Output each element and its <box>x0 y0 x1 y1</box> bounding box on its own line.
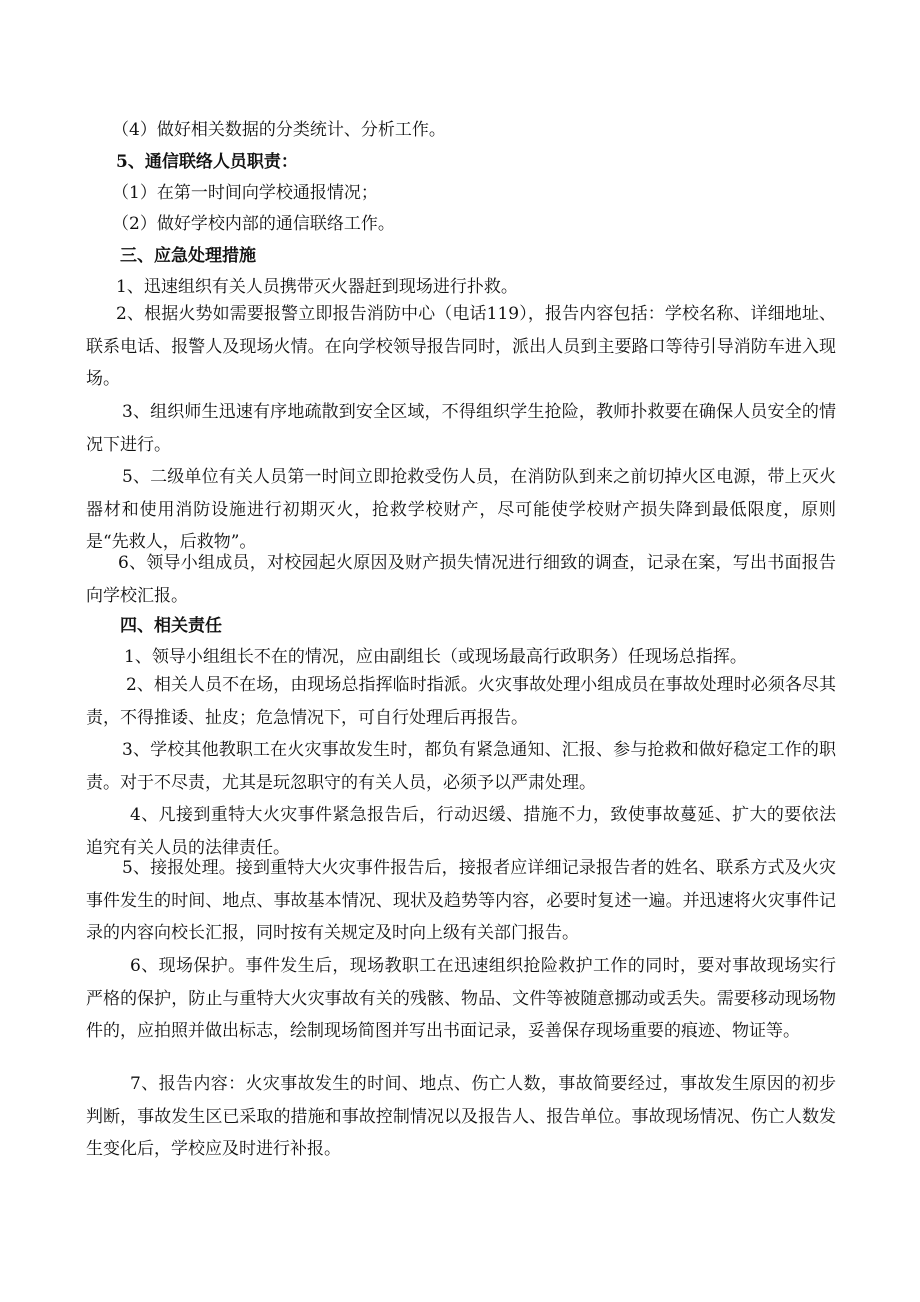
section-4-heading: 四、相关责任 <box>120 616 222 636</box>
data-stats-item: （4）做好相关数据的分类统计、分析工作。 <box>112 120 446 140</box>
section-3-para-3: 3、组织师生迅速有序地疏散到安全区域，不得组织学生抢险，教师扑救要在确保人员安全的情况下进行。 <box>86 402 836 455</box>
section-4-para-1: 1、领导小组组长不在的情况，应由副组长（或现场最高行政职务）任现场总指挥。 <box>124 647 747 667</box>
section-4-para-4: 4、凡接到重特大火灾事件紧急报告后，行动迟缓、措施不力，致使事故蔓延、扩大的要依法追究有关人员的法律责任。 <box>86 805 836 858</box>
section-4-para-6: 6、现场保护。事件发生后，现场教职工在迅速组织抢险救护工作的同时，要对事故现场实行严格的保护，防止与重特大火灾事故有关的残骸、物品、文件等被随意挪动或丢失。需要移动现场物件的，应拍照并做出标志，绘制现场简图并写出书面记录，妥善保存现场重要的痕迹、物证等。 <box>86 956 836 1042</box>
section-4-para-7: 7、报告内容：火灾事故发生的时间、地点、伤亡人数，事故简要经过，事故发生原因的初步判断，事故发生区已采取的措施和事故控制情况以及报告人、报告单位。事故现场情况、伤亡人数发生变化后，学校应及时进行补报。 <box>86 1074 836 1160</box>
section-3-para-5: 5、二级单位有关人员第一时间立即抢救受伤人员，在消防队到来之前切掉火区电源，带上灭火器材和使用消防设施进行初期灭火，抢救学校财产，尽可能使学校财产损失降到最低限度，原则是“先救人，后救物”。 <box>86 467 836 553</box>
section-3-para-1: 1、迅速组织有关人员携带灭火器赶到现场进行扑救。 <box>116 277 518 297</box>
comm-staff-heading: 5、通信联络人员职责： <box>116 152 298 172</box>
section-3-para-6: 6、领导小组成员，对校园起火原因及财产损失情况进行细致的调查，记录在案，写出书面报告向学校汇报。 <box>86 553 836 606</box>
section-3-para-2: 2、根据火势如需要报警立即报告消防中心（电话119），报告内容包括：学校名称、详细地址、联系电话、报警人及现场火情。在向学校领导报告同时，派出人员到主要路口等待引导消防车进入现场。 <box>86 304 836 390</box>
section-3-heading: 三、应急处理措施 <box>120 246 256 266</box>
section-4-para-5: 5、接报处理。接到重特大火灾事件报告后，接报者应详细记录报告者的姓名、联系方式及火灾事件发生的时间、地点、事故基本情况、现状及趋势等内容，必要时复述一遍。并迅速将火灾事件记录的内容向校长汇报，同时按有关规定及时向上级有关部门报告。 <box>86 858 836 944</box>
section-4-para-3: 3、学校其他教职工在火灾事故发生时，都负有紧急通知、汇报、参与抢救和做好稳定工作的职责。对于不尽责，尤其是玩忽职守的有关人员，必须予以严肃处理。 <box>86 740 836 793</box>
section-4-para-2: 2、相关人员不在场，由现场总指挥临时指派。火灾事故处理小组成员在事故处理时必须各尽其责，不得推诿、扯皮；危急情况下，可自行处理后再报告。 <box>86 675 836 728</box>
comm-item-2: （2）做好学校内部的通信联络工作。 <box>112 214 395 234</box>
comm-item-1: （1）在第一时间向学校通报情况； <box>112 183 378 203</box>
